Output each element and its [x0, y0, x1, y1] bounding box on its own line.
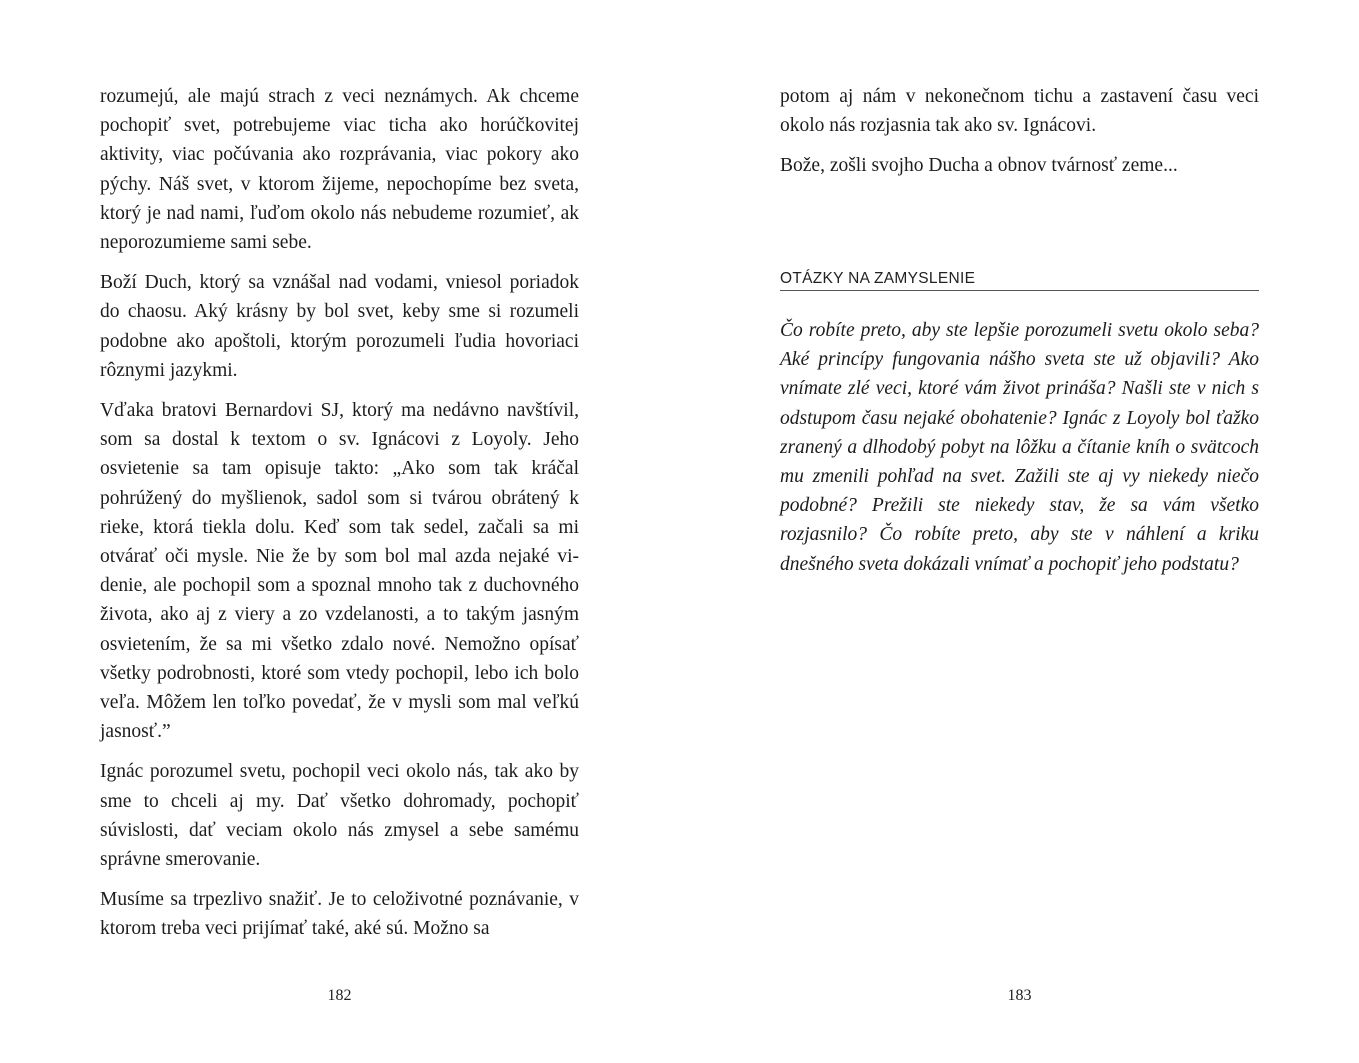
left-paragraph-1: rozumejú, ale majú strach z veci neznámych. Ak chceme pochopiť svet, potrebujeme viac ticha ako horúčkovitej aktivity, viac počúvania ako rozprávania, viac pokory ako pýchy. Náš svet, v ktorom žijeme, nepochopíme bez sveta, ktorý je nad nami, ľuďom okolo nás nebudeme rozumieť, ak neporozumieme sami sebe. — [100, 86, 579, 254]
left-paragraph-4: Ignác porozumel svetu, pochopil veci okolo nás, tak ako by sme to chceli aj my. Dať všetko dohromady, pochopiť súvislosti, dať veciam okolo nás zmysel a sebe samému správne smerovanie. — [100, 761, 579, 871]
right-paragraph-1: potom aj nám v nekonečnom tichu a zastavení času veci okolo nás rozjasnia tak ako sv. Ignácovi. — [780, 86, 1259, 137]
right-paragraph-2: Bože, zošli svojho Ducha a obnov tvárnosť zeme... — [780, 155, 1178, 177]
reflection-questions: Čo robíte preto, aby ste lepšie porozumeli svetu okolo seba? Aké princípy fungovania nášho sveta ste už objavili? Ako vnímate zlé veci, ktoré vám život prináša? Našli ste v nich s odstupom času nejaké obohatenie? Ignác z Loyoly bol ťažko zranený a dlhodobý pobyt na lôžku a čítanie kníh o svätcoch mu zmenili pohľad na svet. Zažili ste aj vy niekedy niečo podobné? Prežili ste niekedy stav, že sa vám všetko rozjasnilo? Čo robíte preto, aby ste v náhlení a kriku dnešného sveta dokázali vnímať a pochopiť jeho podstatu? — [780, 320, 1259, 575]
left-paragraph-3: Vďaka bratovi Bernardovi SJ, ktorý ma nedávno navštívil, som sa dostal k textom o sv. Ignácovi z Loyoly. Jeho osvietenie sa tam opisuje takto: „Ako som tak kráčal pohrúžený do myšlienok, sadol som si tvárou obrátený k rieke, ktorá tiekla dolu. Keď som tak sedel, začali sa mi otvárať oči mysle. Nie že by som bol mal azda nejaké videnie, ale pochopil som a spoznal mnoho tak z duchovného života, ako aj z viery a zo vzdelanosti, a to takým jasným osvietením, že sa mi všetko zdalo nové. Nemožno opísať všetky podrobnosti, ktoré som vtedy pochopil, lebo ich bolo veľa. Môžem len toľko povedať, že v mysli som mal veľkú jasnosť.” — [100, 400, 579, 743]
section-heading: OTÁZKY NA ZAMYSLENIE — [780, 268, 1259, 291]
page-number-left: 182 — [327, 987, 352, 1004]
left-page-body — [100, 82, 579, 944]
left-paragraph-2: Boží Duch, ktorý sa vznášal nad vodami, vniesol poriadok do chaosu. Aký krásny by bol svet, keby sme si rozumeli podobne ako apoštoli, ktorým porozumeli ľudia hovoriaci rôznymi jazykmi. — [100, 272, 579, 381]
page-number-right: 183 — [1007, 987, 1032, 1004]
left-paragraph-5: Musíme sa trpezlivo snažiť. Je to celoživotné poznávanie, v ktorom treba veci prijímať také, aké sú. Možno sa — [100, 889, 579, 940]
right-page-body — [780, 82, 1259, 181]
